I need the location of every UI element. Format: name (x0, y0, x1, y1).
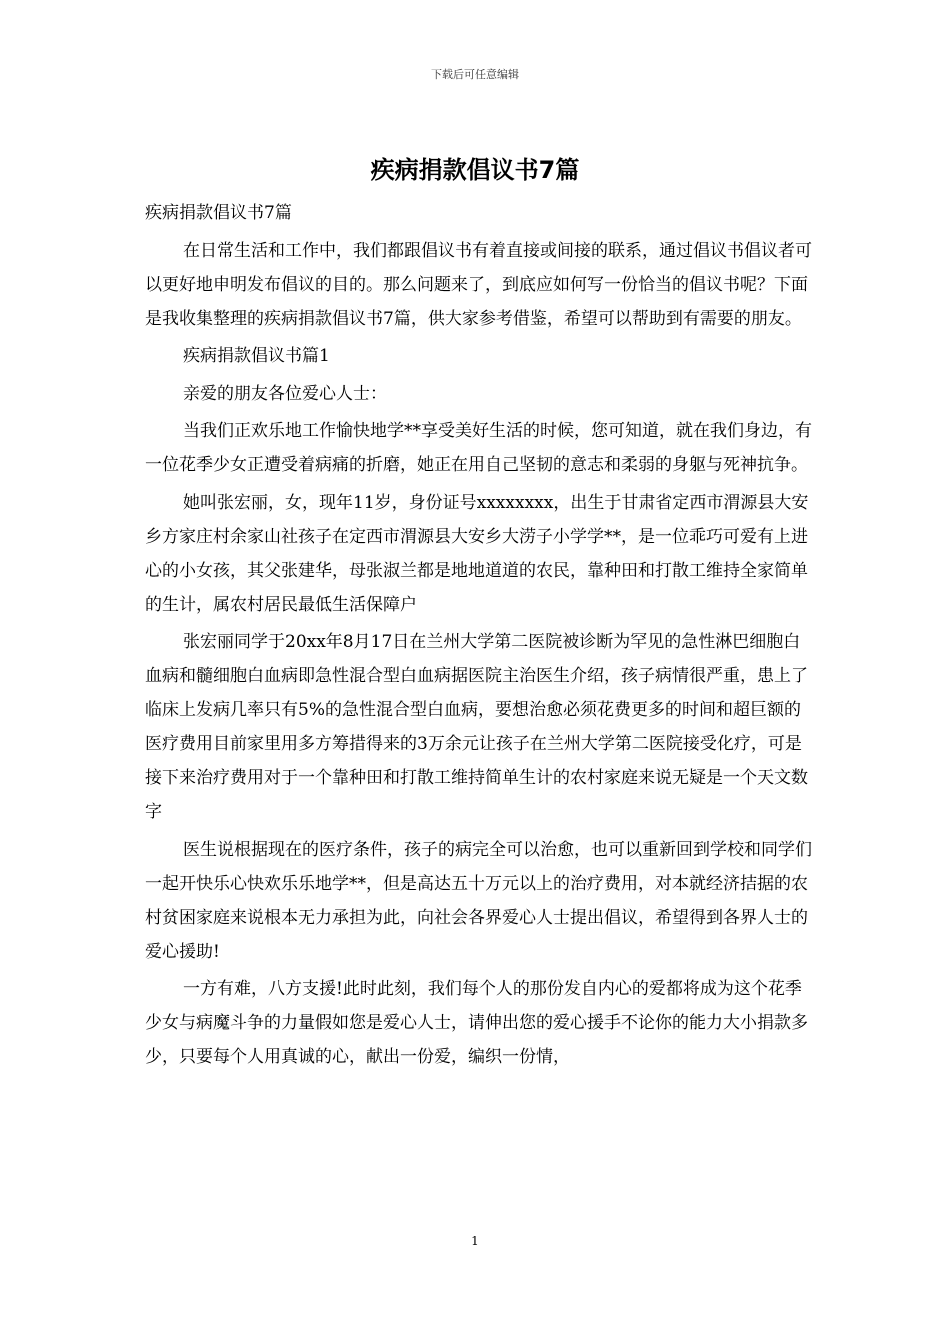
document-body (145, 196, 813, 1078)
body-paragraph: 一方有难，八方支援!此时此刻，我们每个人的那份发自内心的爱都将成为这个花季少女与病魔斗争的力量假如您是爱心人士，请伸出您的爱心援手不论你的能力大小捐款多少，只要每个人用真诚的心，献出一份爱，编织一份情， (145, 979, 808, 1067)
header-note: 下载后可任意编辑 (431, 68, 519, 81)
document-title: 疾病捐款倡议书7篇 (370, 156, 580, 184)
body-paragraph: 她叫张宏丽，女，现年11岁，身份证号xxxxxxxx，出生于甘肃省定西市渭源县大安乡方家庄村余家山社孩子在定西市渭源县大安乡大涝子小学学**，是一位乖巧可爱有上进心的小女孩，其父张建华，母张淑兰都是地地道道的农民，靠种田和打散工维持全家简单的生计，属农村居民最低生活保障户 (145, 492, 809, 615)
body-paragraph: 当我们正欢乐地工作愉快地学**享受美好生活的时候，您可知道，就在我们身边，有一位花季少女正遭受着病痛的折磨，她正在用自己坚韧的意志和柔弱的身躯与死神抗争。 (145, 421, 812, 475)
intro-paragraph: 在日常生活和工作中，我们都跟倡议书有着直接或间接的联系，通过倡议书倡议者可以更好地申明发布倡议的目的。那么问题来了，到底应如何写一份恰当的倡议书呢？下面是我收集整理的疾病捐款倡议书7篇，供大家参考借鉴，希望可以帮助到有需要的朋友。 (145, 240, 812, 329)
body-paragraph: 医生说根据现在的医疗条件，孩子的病完全可以治愈，也可以重新回到学校和同学们一起开快乐心快欢乐乐地学**，但是高达五十万元以上的治疗费用，对本就经济拮据的农村贫困家庭来说根本无力承担为此，向社会各界爱心人士提出倡议，希望得到各界人士的爱心援助! (145, 839, 812, 962)
page-number: 1 (471, 1234, 479, 1248)
body-paragraph: 张宏丽同学于20xx年8月17日在兰州大学第二医院被诊断为罕见的急性淋巴细胞白血病和髓细胞白血病即急性混合型白血病据医院主治医生介绍，孩子病情很严重，患上了临床上发病几率只有5%的急性混合型白血病，要想治愈必须花费更多的时间和超巨额的医疗费用目前家里用多方筹措得来的3万余元让孩子在兰州大学第二医院接受化疗，可是接下来治疗费用对于一个靠种田和打散工维持简单生计的农村家庭来说无疑是一个天文数字 (145, 632, 808, 822)
salutation: 亲爱的朋友各位爱心人士： (183, 383, 387, 404)
section-heading: 疾病捐款倡议书篇1 (183, 346, 330, 366)
document-subtitle: 疾病捐款倡议书7篇 (145, 203, 292, 223)
